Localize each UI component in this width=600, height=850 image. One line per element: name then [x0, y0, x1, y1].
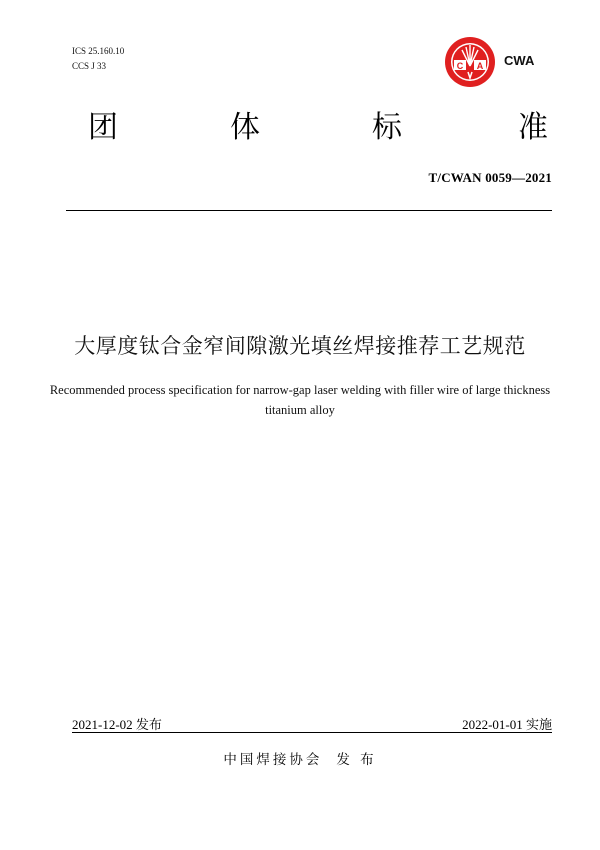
- ccs-code: CCS J 33: [72, 61, 107, 71]
- standard-type-char-2: 体: [230, 110, 260, 145]
- publisher-line: [0, 748, 600, 768]
- header-divider: [66, 210, 552, 211]
- english-title: [0, 380, 600, 420]
- svg-text:C: C: [456, 61, 464, 71]
- english-title-line-1: Recommended process specification for narrow-gap laser welding with filler wire of large thickness: [49, 383, 551, 397]
- ics-code: ICS 25.160.10: [72, 46, 125, 56]
- standard-type-char-1: 团: [88, 110, 118, 145]
- standard-type-char-3: 标: [372, 110, 402, 145]
- english-title-line-2: titanium alloy: [265, 403, 335, 417]
- footer-divider: [72, 732, 552, 733]
- cwa-emblem-icon: [444, 36, 496, 88]
- chinese-title: 大厚度钛合金窄间隙激光填丝焊接推荐工艺规范: [74, 334, 526, 358]
- classification-codes: [72, 44, 124, 74]
- cwa-logo-text: CWA: [504, 53, 535, 68]
- publisher-name: 中国焊接协会: [223, 752, 323, 768]
- publisher-action: 发 布: [336, 752, 377, 768]
- standard-type-char-4: 准: [518, 110, 548, 145]
- implement-date: 2022-01-01 实施: [462, 717, 552, 732]
- publish-date: 2021-12-02 发布: [72, 717, 162, 732]
- svg-text:A: A: [476, 61, 484, 71]
- standard-number: T/CWAN 0059—2021: [428, 170, 552, 185]
